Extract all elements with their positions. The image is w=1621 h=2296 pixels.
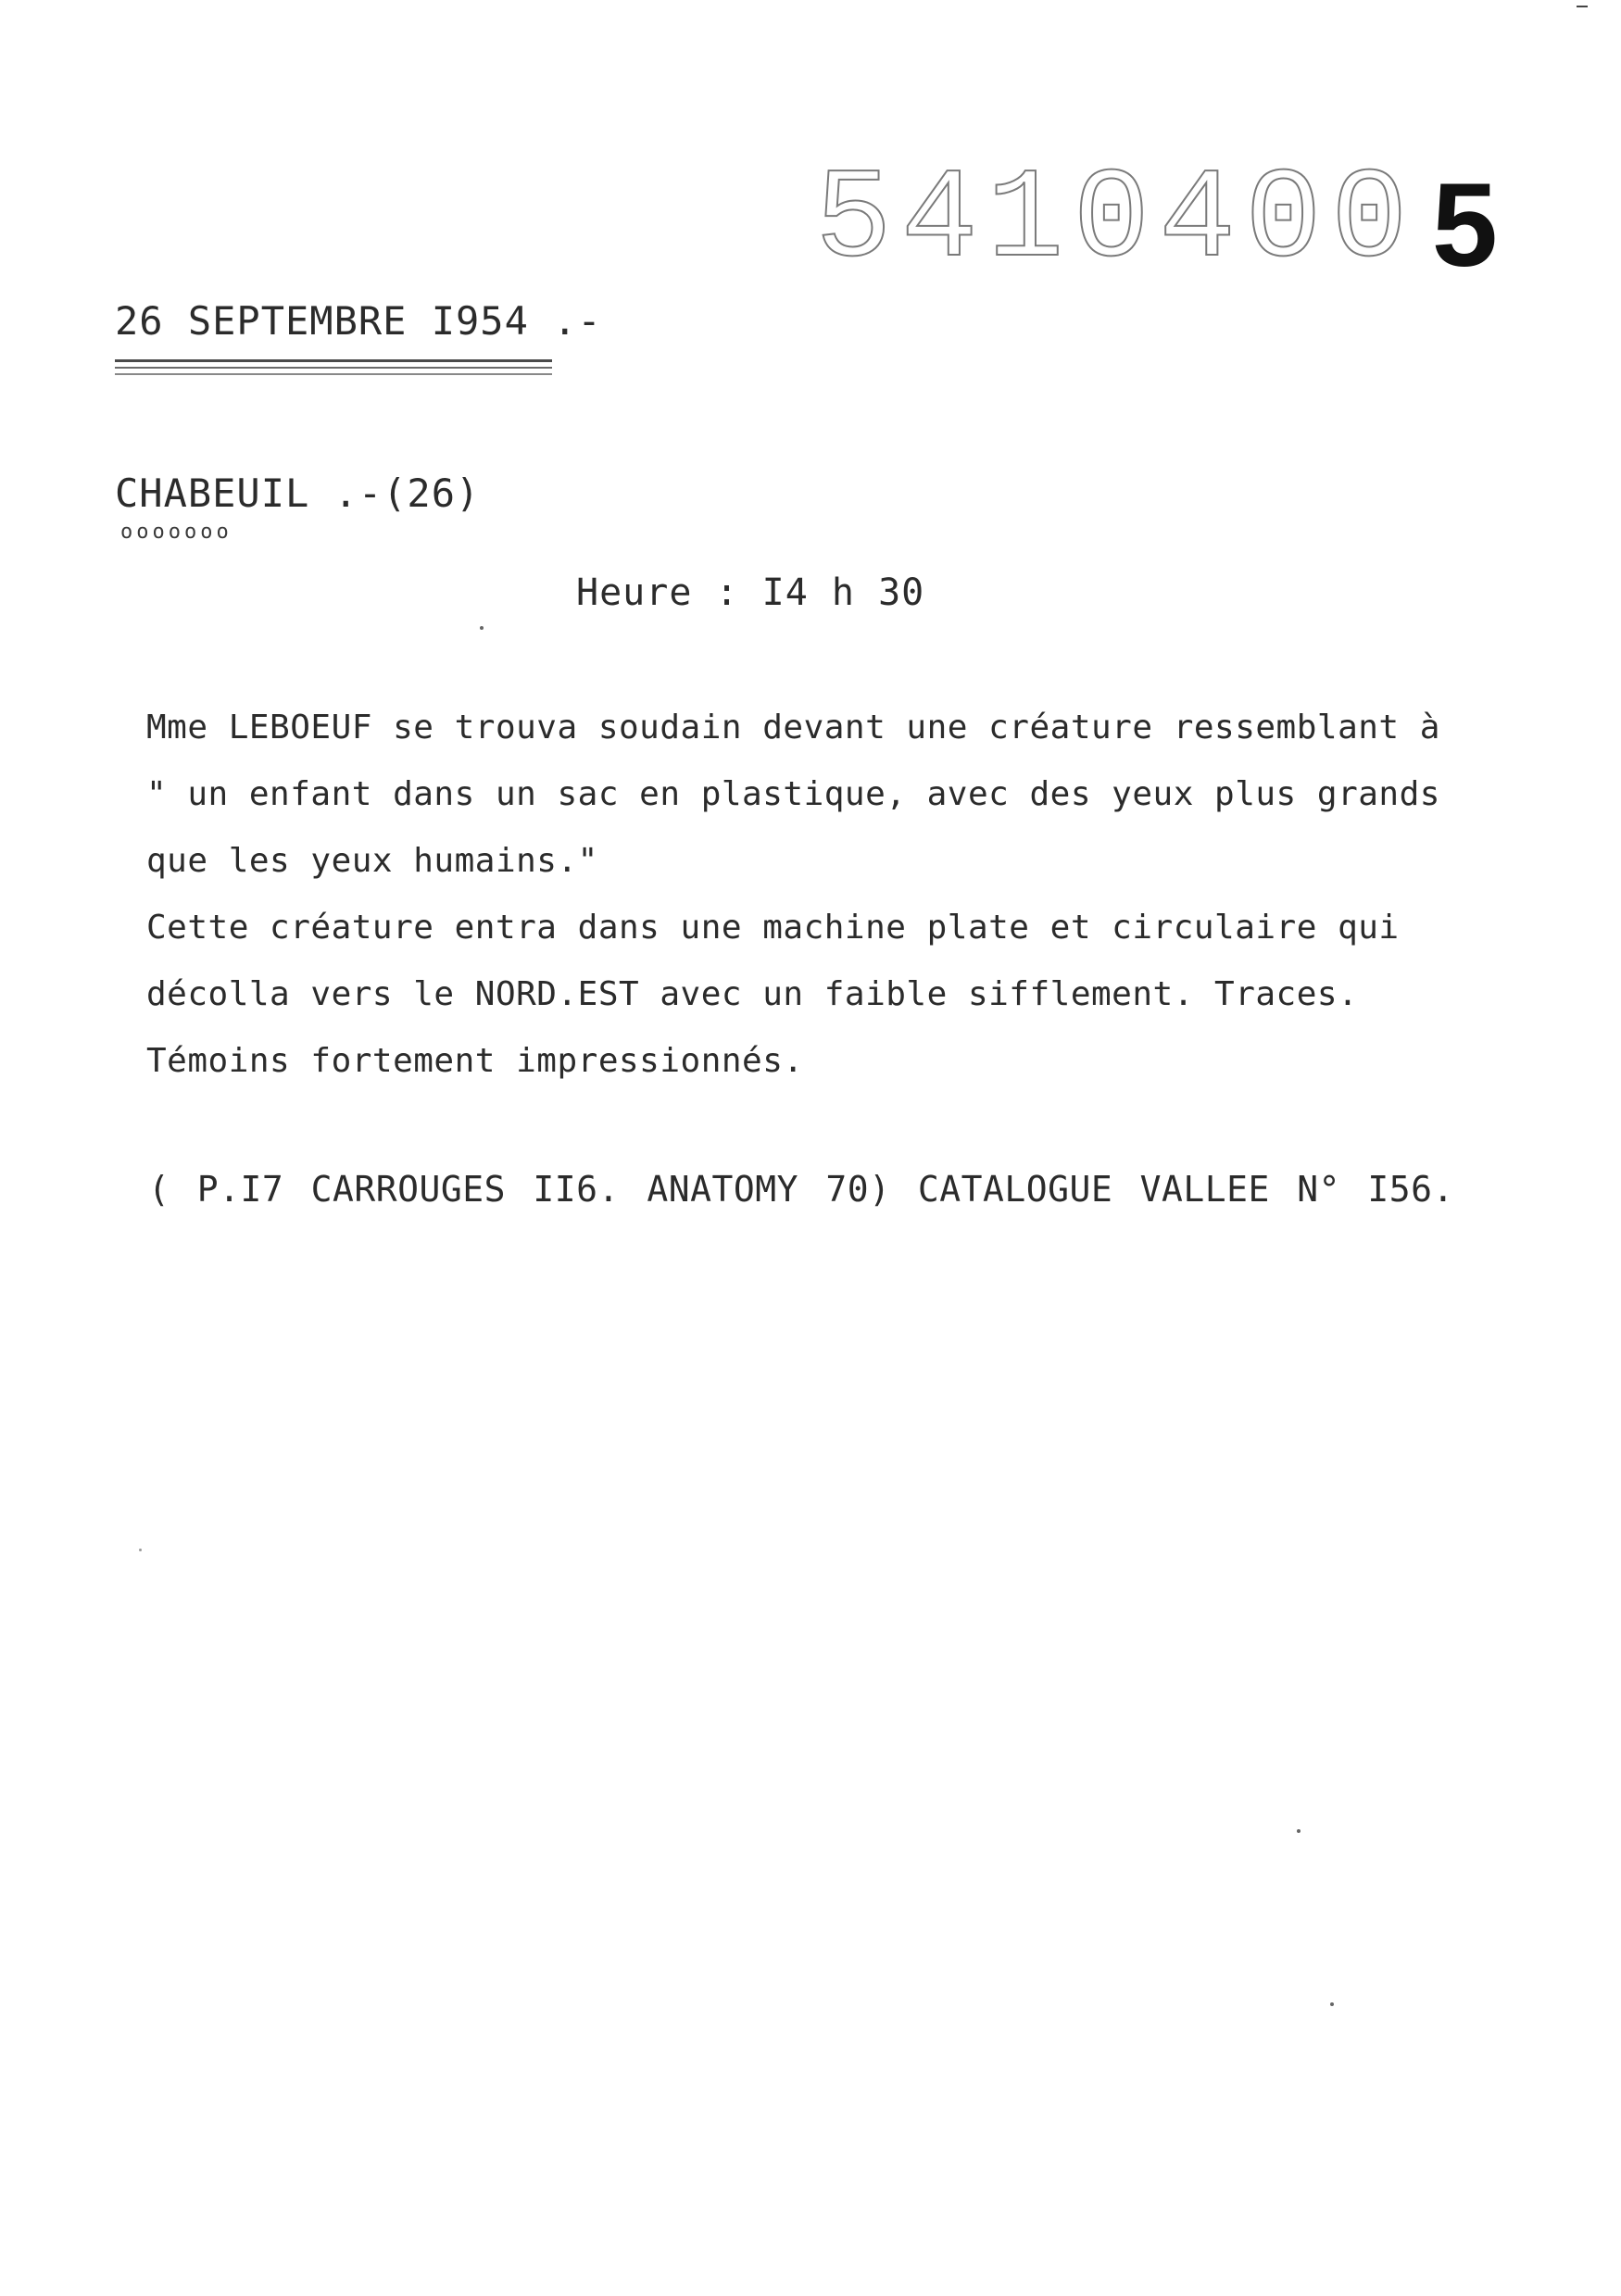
date-underline — [115, 359, 552, 362]
body-line: Témoins fortement impressionnés. — [146, 1042, 804, 1080]
location-underline: ooooooo — [120, 521, 232, 544]
scan-speck — [1577, 6, 1588, 7]
scan-speck — [1330, 2002, 1334, 2006]
location-heading: CHABEUIL .-(26) — [115, 470, 481, 516]
stamp-last-digit: 5 — [1431, 159, 1498, 292]
archive-stamp-number — [815, 149, 1498, 294]
date-underline — [115, 367, 552, 369]
report-date: 26 SEPTEMBRE I954 .- — [115, 298, 602, 344]
scan-speck — [1297, 1829, 1301, 1833]
scan-speck — [139, 1549, 142, 1551]
body-line: Mme LEBOEUF se trouva soudain devant une créature ressemblant à — [146, 709, 1440, 747]
scan-speck — [480, 626, 484, 630]
body-line: " un enfant dans un sac en plastique, avec des yeux plus grands — [146, 775, 1440, 813]
body-line: Cette créature entra dans une machine plate et circulaire qui — [146, 909, 1400, 947]
stamp-digits: 5410400 — [815, 149, 1417, 294]
source-reference: ( P.I7 CARROUGES II6. ANATOMY 70) CATALOGUE VALLEE N° I56. — [148, 1169, 1454, 1210]
body-line: que les yeux humains." — [146, 842, 598, 880]
report-time: Heure : I4 h 30 — [576, 571, 925, 614]
report-body — [146, 695, 1536, 1095]
date-underline — [115, 373, 552, 375]
body-line: décolla vers le NORD.EST avec un faible sifflement. Traces. — [146, 975, 1359, 1013]
